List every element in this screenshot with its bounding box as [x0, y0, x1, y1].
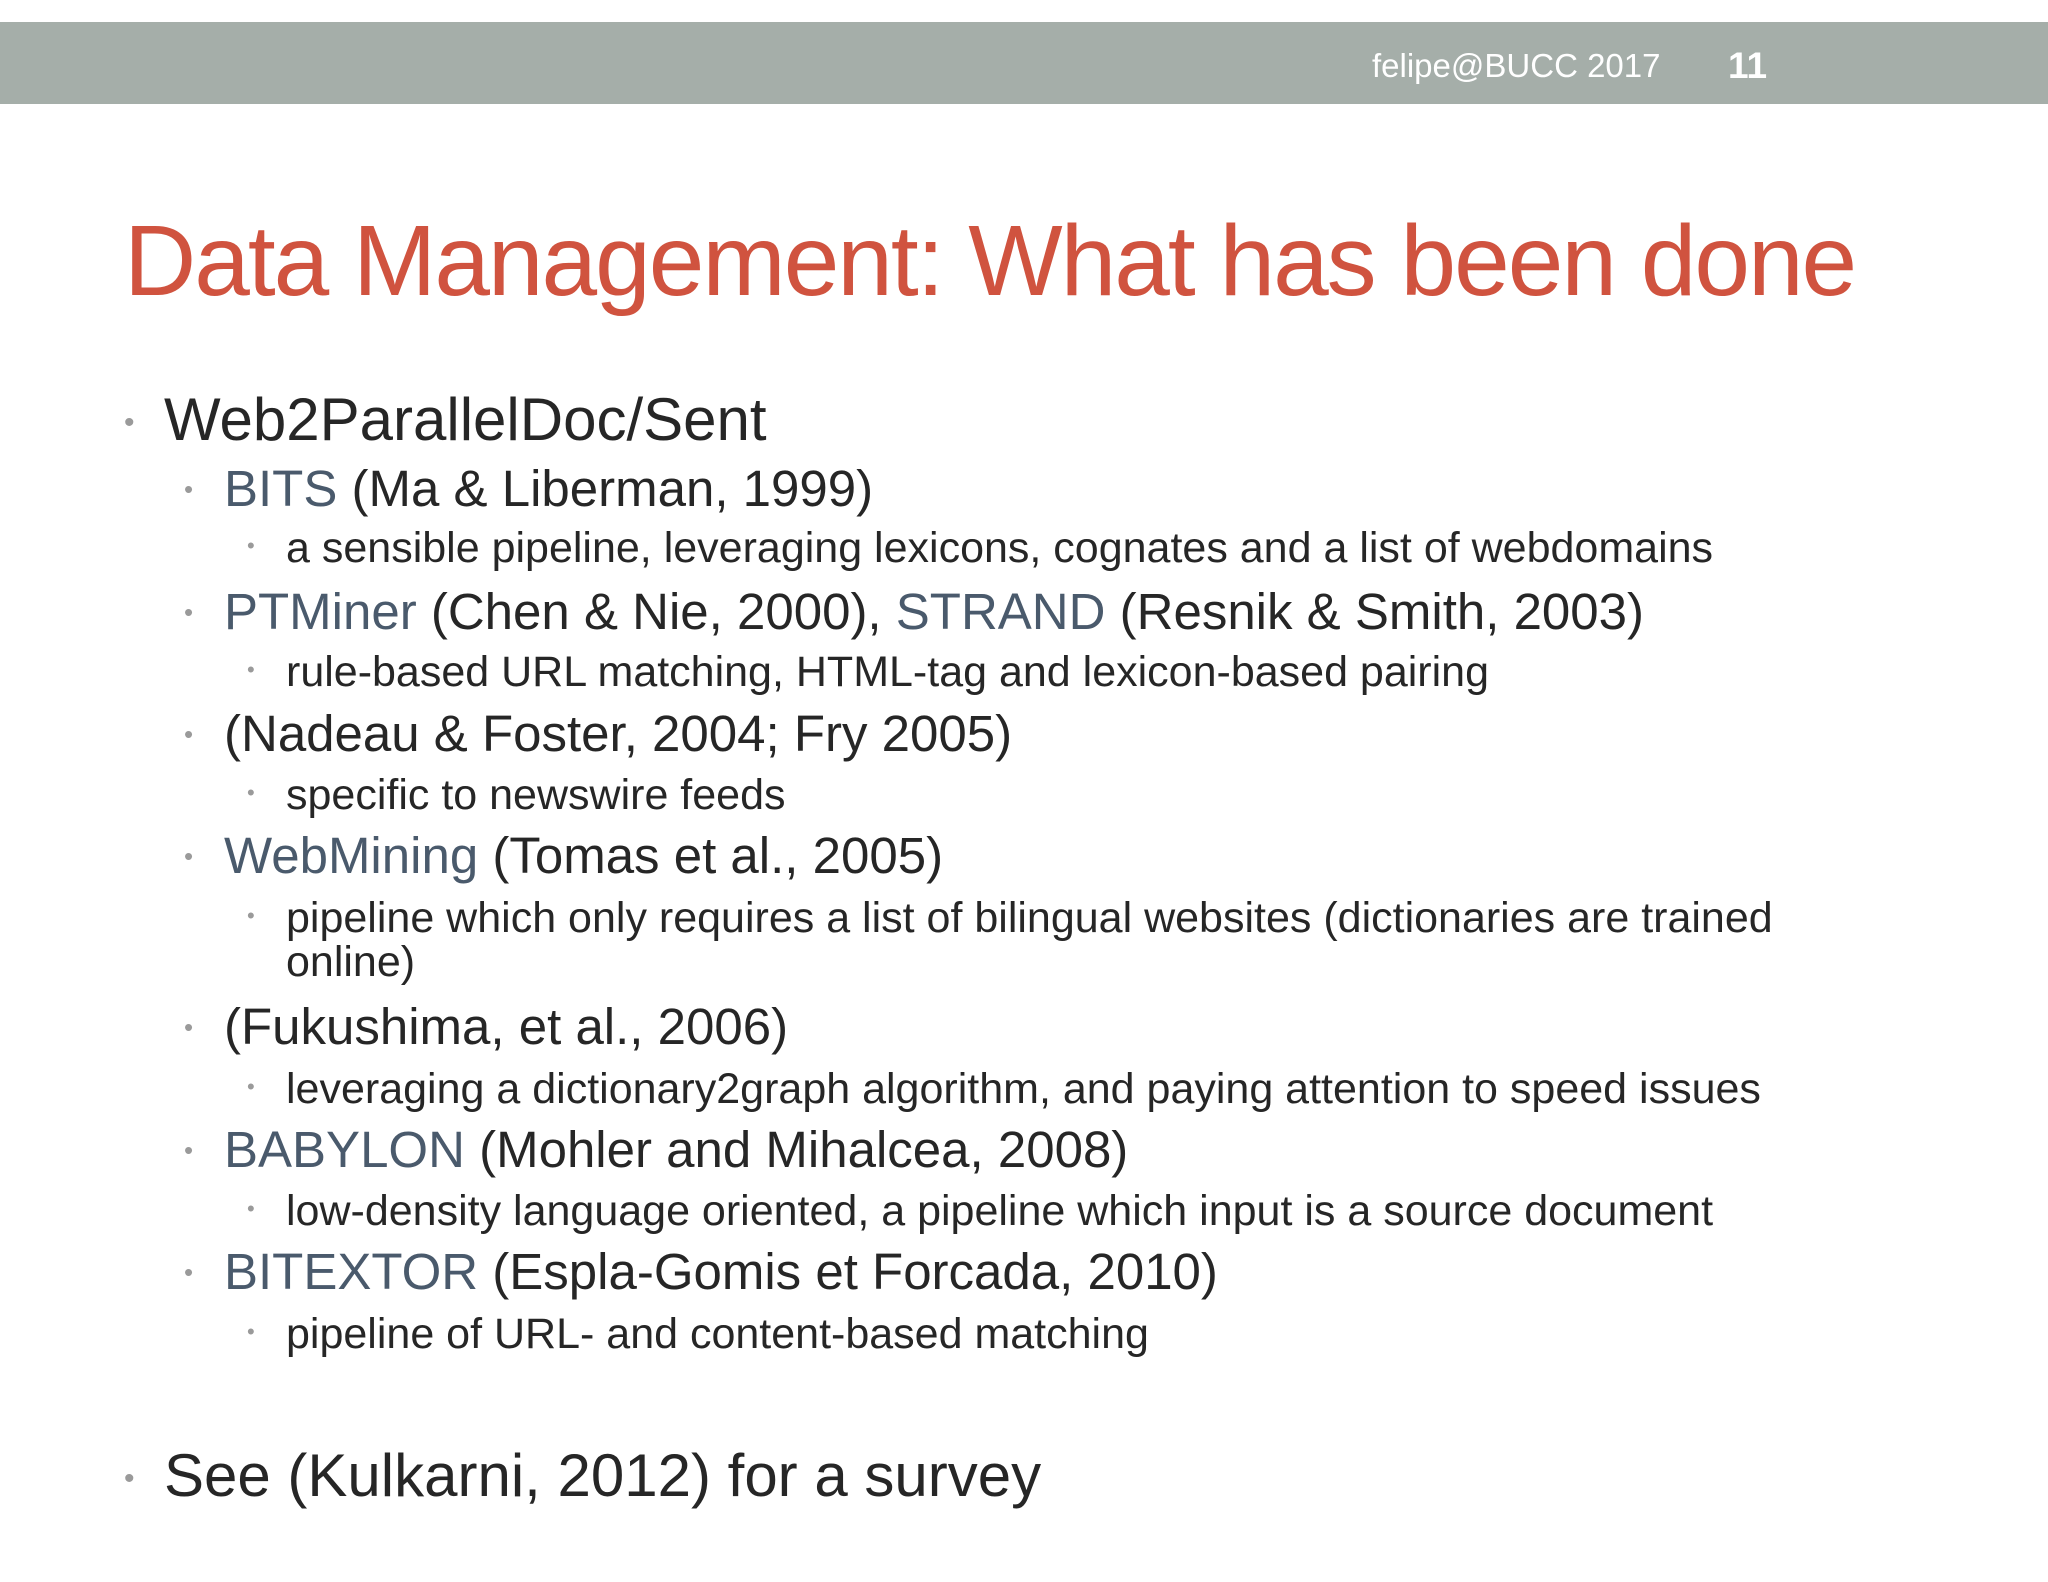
bullet-text: pipeline which only requires a list of bilingual websites (dictionaries are trained — [286, 894, 1773, 942]
bullet-marker-icon: • — [247, 780, 255, 805]
bullet-text: rule-based URL matching, HTML-tag and lexicon-based pairing — [286, 648, 1490, 696]
header-author-event: felipe@BUCC 2017 — [1372, 47, 1661, 84]
bullet-text: low-density language oriented, a pipeline which input is a source document — [286, 1187, 1714, 1235]
bullet-item-level3 — [286, 1310, 1149, 1358]
bullet-text: a sensible pipeline, leveraging lexicons, cognates and a list of webdomains — [286, 524, 1714, 572]
system-name-link: BITS — [224, 460, 338, 517]
bullet-marker-icon: • — [184, 841, 194, 871]
bullet-item-level1 — [164, 1442, 1041, 1510]
bullet-item-level3-continuation — [286, 938, 415, 986]
bullet-item-level1 — [164, 386, 767, 454]
bullet-marker-icon: • — [247, 1074, 255, 1099]
bullet-item-level2 — [224, 583, 1644, 641]
bullet-item-level2 — [224, 998, 788, 1056]
system-name-link: WebMining — [224, 827, 479, 884]
bullet-item-level3 — [286, 648, 1489, 696]
bullet-marker-icon: • — [184, 1135, 194, 1165]
bullet-marker-icon: • — [184, 1012, 194, 1042]
bullet-marker-icon: • — [247, 533, 255, 558]
bullet-text: pipeline of URL- and content-based matching — [286, 1310, 1149, 1358]
bullet-text: specific to newswire feeds — [286, 771, 786, 819]
slide-title: Data Management: What has been done — [124, 205, 1856, 317]
bullet-text: Web2ParallelDoc/Sent — [164, 386, 767, 453]
bullet-item-level2 — [224, 705, 1012, 763]
bullet-item-level3 — [286, 1187, 1713, 1235]
bullet-text: (Tomas et al., 2005) — [478, 827, 944, 884]
bullet-marker-icon: • — [184, 597, 194, 627]
bullet-item-level2 — [224, 1121, 1128, 1179]
bullet-text: (Ma & Liberman, 1999) — [337, 460, 874, 517]
bullet-text: (Fukushima, et al., 2006) — [224, 998, 789, 1055]
slide-number: 11 — [1728, 45, 1768, 86]
bullet-marker-icon: • — [247, 1196, 255, 1221]
system-name-link: BITEXTOR — [224, 1243, 479, 1300]
bullet-marker-icon: • — [184, 719, 194, 749]
bullet-item-level2 — [224, 1243, 1218, 1301]
bullet-item-level2 — [224, 460, 873, 518]
bullet-text: leveraging a dictionary2graph algorithm, and paying attention to speed issues — [286, 1065, 1761, 1113]
bullet-item-level3 — [286, 1065, 1761, 1113]
bullet-item-level3 — [286, 524, 1713, 572]
bullet-marker-icon: • — [247, 657, 255, 682]
bullet-text: (Mohler and Mihalcea, 2008) — [464, 1121, 1129, 1178]
bullet-marker-icon: • — [124, 1462, 135, 1495]
system-name-link: PTMiner — [224, 583, 417, 640]
bullet-marker-icon: • — [184, 1257, 194, 1287]
bullet-text: (Chen & Nie, 2000), — [416, 583, 896, 640]
bullet-text: (Nadeau & Foster, 2004; Fry 2005) — [224, 705, 1013, 762]
system-name-link: BABYLON — [224, 1121, 465, 1178]
bullet-text: (Espla-Gomis et Forcada, 2010) — [478, 1243, 1218, 1300]
bullet-marker-icon: • — [184, 474, 194, 504]
bullet-item-level3 — [286, 771, 786, 819]
bullet-marker-icon: • — [247, 903, 255, 928]
system-name-link: STRAND — [895, 583, 1106, 640]
bullet-item-level2 — [224, 827, 943, 885]
bullet-text: See (Kulkarni, 2012) for a survey — [164, 1442, 1042, 1509]
bullet-marker-icon: • — [247, 1319, 255, 1344]
bullet-text: online) — [286, 938, 416, 986]
bullet-text: (Resnik & Smith, 2003) — [1105, 583, 1645, 640]
bullet-item-level3 — [286, 894, 1773, 942]
bullet-marker-icon: • — [124, 406, 135, 439]
